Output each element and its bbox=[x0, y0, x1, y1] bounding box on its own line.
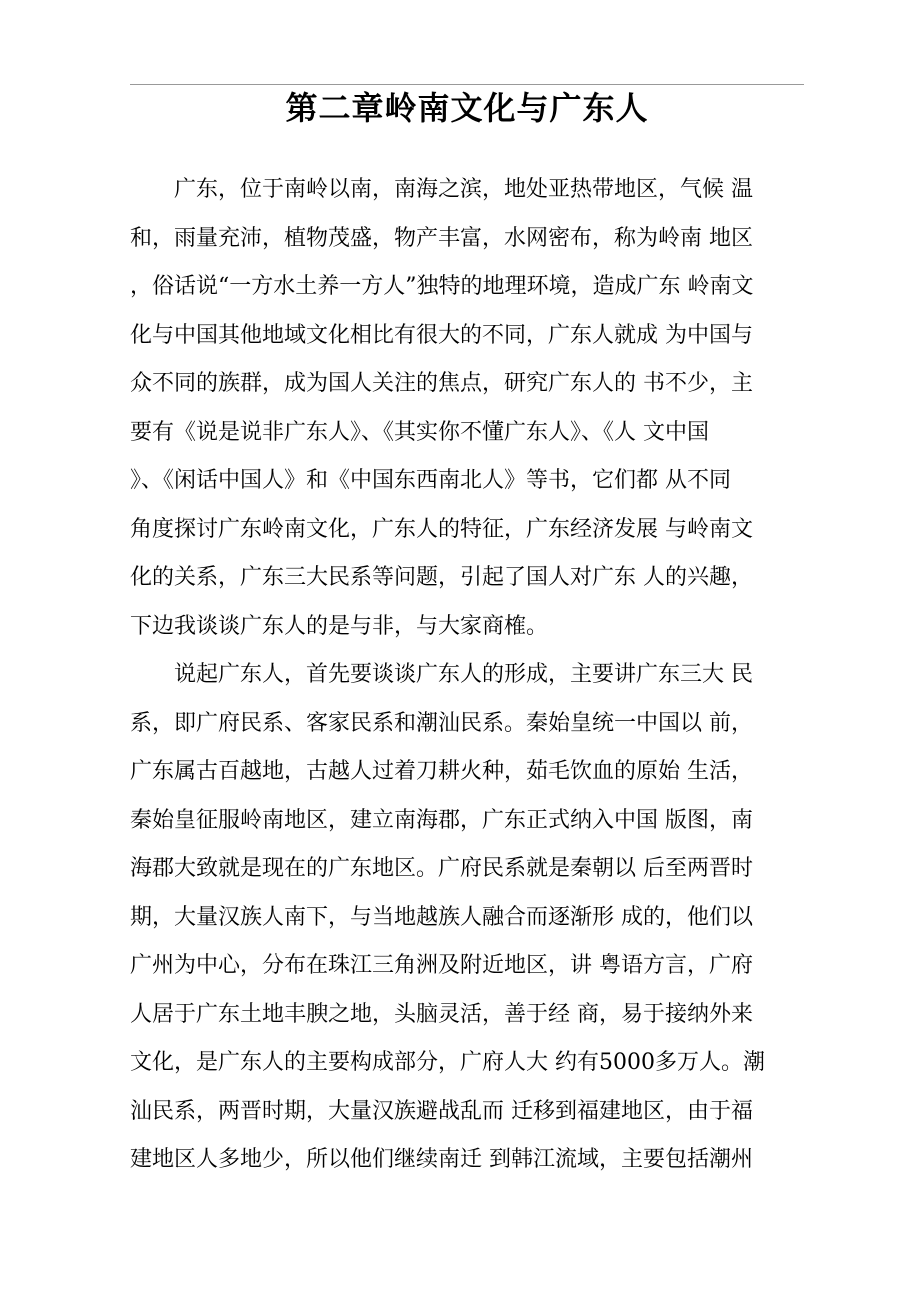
text-line: 文化，是广东人的主要构成部分，广府人大 约有5000多万人。潮 bbox=[130, 1050, 765, 1075]
chapter-title: 第二章岭南文化与广东人 bbox=[285, 89, 649, 127]
paragraph-1 bbox=[130, 166, 810, 651]
text-line: ，俗话说“一方水土养一方人”独特的地理环境，造成广东 岭南文 bbox=[130, 274, 754, 299]
header-rule bbox=[130, 84, 804, 85]
text-line: 人居于广东土地丰腴之地，头脑灵活，善于经 商，易于接纳外来 bbox=[130, 1001, 753, 1027]
text-line: 角度探讨广东岭南文化，广东人的特征，广东经济发展 与岭南文 bbox=[130, 516, 753, 542]
text-line: 》、《闲话中国人》和《中国东西南北人》等书，它们都 从不同 bbox=[130, 468, 731, 493]
text-line: 汕民系，两晋时期，大量汉族避战乱而 迁移到福建地区，由于福 bbox=[130, 1098, 753, 1124]
text-line: 建地区人多地少，所以他们继续南迁 到韩江流域，主要包括潮州 bbox=[130, 1147, 753, 1172]
text-line: 广州为中心，分布在珠江三角洲及附近地区，讲 粤语方言，广府 bbox=[130, 953, 753, 978]
text-line: 众不同的族群，成为国人关注的焦点，研究广东人的 书不少，主 bbox=[130, 371, 753, 396]
text-line: 下边我谈谈广东人的是与非，与大家商榷。 bbox=[130, 613, 549, 639]
body-text bbox=[130, 166, 810, 1185]
text-line: 化与中国其他地域文化相比有很大的不同，广东人就成 为中国与 bbox=[130, 322, 753, 348]
text-line: 广东属古百越地，古越人过着刀耕火种，茹毛饮血的原始 生活， bbox=[130, 759, 753, 784]
text-line: 要有《说是说非广东人》、《其实你不懂广东人》、《人 文中国 bbox=[130, 419, 709, 445]
text-line: 秦始皇征服岭南地区，建立南海郡，广东正式纳入中国 版图，南 bbox=[130, 807, 753, 833]
text-line: 广东，位于南岭以南，南海之滨，地处亚热带地区，气候 温 bbox=[174, 177, 753, 202]
text-line: 系，即广府民系、客家民系和潮汕民系。秦始皇统一中国以 前， bbox=[130, 710, 753, 736]
text-line: 期，大量汉族人南下，与当地越族人融合而逐渐形 成的，他们以 bbox=[130, 904, 753, 930]
text-line: 说起广东人，首先要谈谈广东人的形成，主要讲广东三大 民 bbox=[174, 662, 753, 687]
paragraph-2 bbox=[130, 651, 810, 1185]
text-line: 海郡大致就是现在的广东地区。广府民系就是秦朝以 后至两晋时 bbox=[130, 856, 753, 881]
text-line: 和，雨量充沛，植物茂盛，物产丰富，水网密布，称为岭南 地区 bbox=[130, 225, 753, 251]
text-line: 化的关系，广东三大民系等问题，引起了国人对广东 人的兴趣， bbox=[130, 565, 753, 590]
